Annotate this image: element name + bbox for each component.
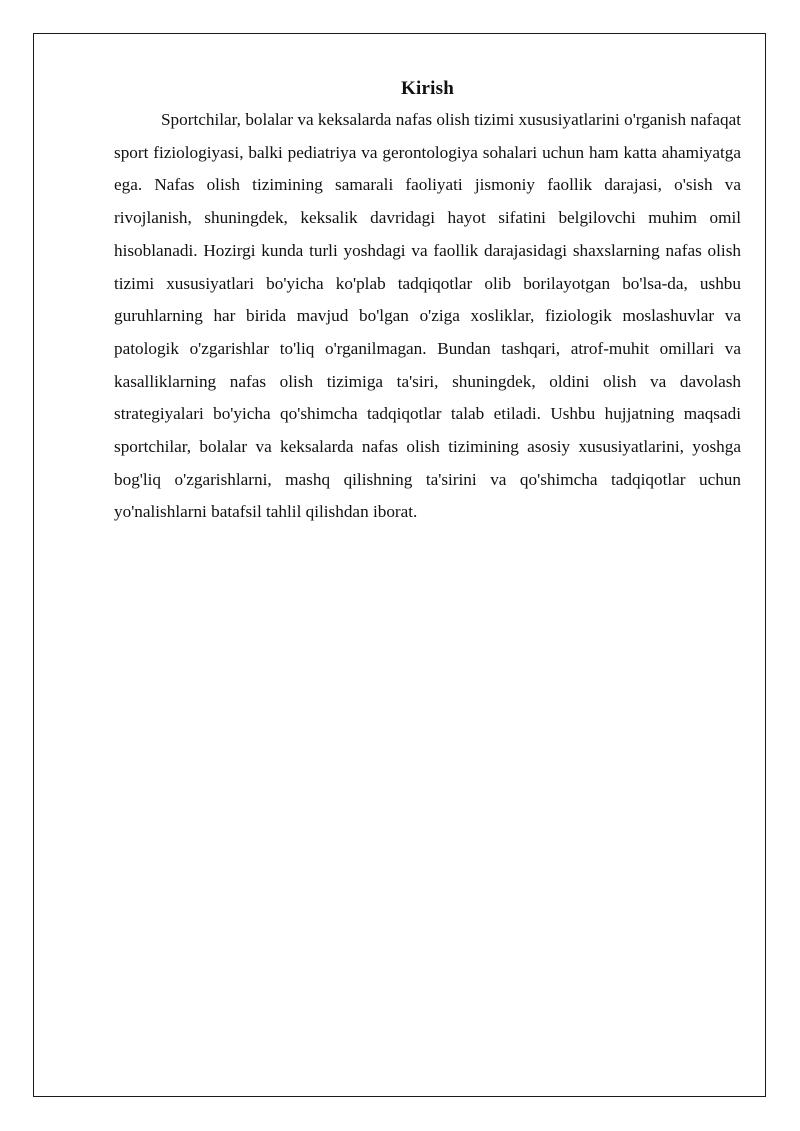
section-title: Kirish <box>401 78 454 99</box>
intro-paragraph: Sportchilar, bolalar va keksalarda nafas olish tizimi xususiyatlarini o'rganish nafaqat sport fiziologiyasi, balki pediatriya va gerontologiya sohalari uchun ham katta ahamiyatga ega. Nafas olish tizimining samarali faoliyati jismoniy faollik darajasi, o'sish va rivojlanish, shuningdek, keksalik davridagi hayot sifatini belgilovchi muhim omil hisoblanadi. Hozirgi kunda turli yoshdagi va faollik darajasidagi shaxslarning nafas olish tizimi xususiyatlari bo'yicha ko'plab tadqiqotlar olib borilayotgan bo'lsa-da, ushbu guruhlarning har birida mavjud bo'lgan o'ziga xosliklar, fiziologik moslashuvlar va patologik o'zgarishlar to'liq o'rganilmagan. Bundan tashqari, atrof-muhit omillari va kasalliklarning nafas olish tizimiga ta'siri, shuningdek, oldini olish va davolash strategiyalari bo'yicha qo'shimcha tadqiqotlar talab etiladi. Ushbu hujjatning maqsadi sportchilar, bolalar va keksalarda nafas olish tizimining asosiy xususiyatlarini, yoshga bog'liq o'zgarishlarni, mashq qilishning ta'sirini va qo'shimcha tadqiqotlar uchun yo'nalishlarni batafsil tahlil qilishdan iborat. <box>114 110 741 522</box>
document-body <box>114 74 741 529</box>
